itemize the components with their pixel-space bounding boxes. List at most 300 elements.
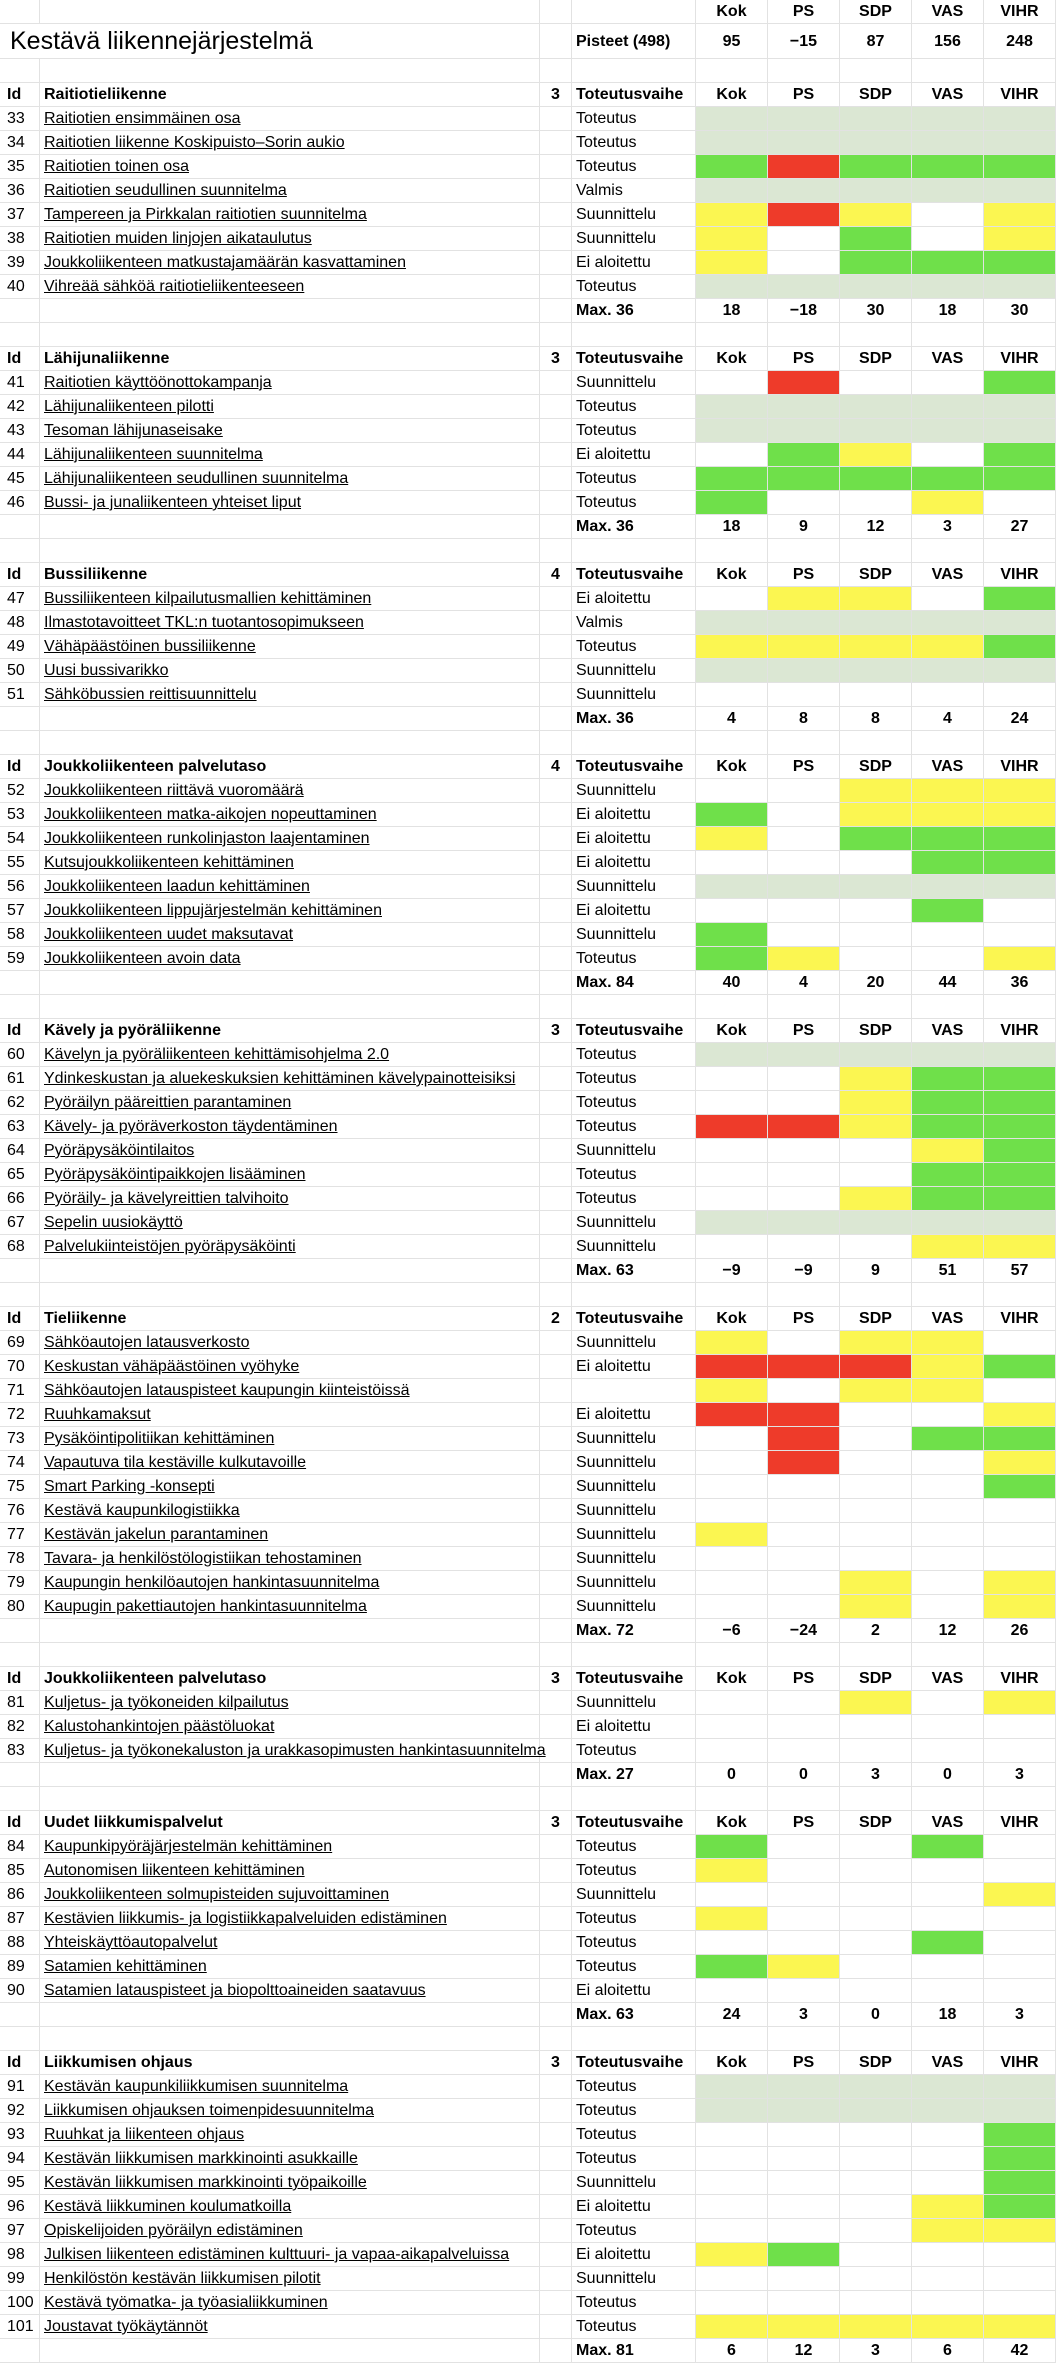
item-name-link[interactable]: Ilmastotavoitteet TKL:n tuotantosopimukseen — [40, 611, 540, 635]
status-cell-vihr — [984, 1091, 1056, 1115]
status-cell-sdp — [840, 131, 912, 155]
status-cell-sdp — [840, 203, 912, 227]
item-name-link[interactable]: Kestävän kaupunkiliikkumisen suunnitelma — [40, 2075, 540, 2099]
status-cell-ps — [768, 2267, 840, 2291]
item-id: 35 — [0, 155, 40, 179]
status-cell-vihr — [984, 683, 1056, 707]
empty-cell — [40, 1643, 540, 1667]
status-cell-vas — [912, 395, 984, 419]
status-cell-vas — [912, 947, 984, 971]
item-name-link[interactable]: Pysäköintipolitiikan kehittäminen — [40, 1427, 540, 1451]
status-cell-ps — [768, 851, 840, 875]
status-cell-ps — [768, 1547, 840, 1571]
empty-cell — [984, 1643, 1056, 1667]
party-column-header-kok: Kok — [696, 2051, 768, 2075]
status-cell-vas — [912, 2291, 984, 2315]
item-phase: Toteutus — [572, 2147, 696, 2171]
item-name-link[interactable]: Kestävien liikkumis- ja logistiikkapalveluiden edistäminen — [40, 1907, 540, 1931]
status-cell-vas — [912, 2267, 984, 2291]
empty-cell — [540, 1499, 572, 1523]
item-name-link[interactable]: Uusi bussivarikko — [40, 659, 540, 683]
empty-cell — [0, 59, 40, 83]
item-id: 53 — [0, 803, 40, 827]
status-cell-vas — [912, 251, 984, 275]
status-cell-kok — [696, 1571, 768, 1595]
item-phase: Toteutus — [572, 1907, 696, 1931]
status-cell-ps — [768, 1091, 840, 1115]
party-column-header-ps: PS — [768, 755, 840, 779]
item-name-link[interactable]: Vihreää sähköä raitiotieliikenteeseen — [40, 275, 540, 299]
status-cell-vas — [912, 179, 984, 203]
item-id: 42 — [0, 395, 40, 419]
status-cell-ps — [768, 1571, 840, 1595]
empty-cell — [540, 59, 572, 83]
status-cell-sdp — [840, 1979, 912, 2003]
status-cell-sdp — [840, 1379, 912, 1403]
section-max: Max. 36 — [572, 299, 696, 323]
item-name-link[interactable]: Vähäpäästöinen bussiliikenne — [40, 635, 540, 659]
item-id: 81 — [0, 1691, 40, 1715]
party-column-header-vihr: VIHR — [984, 1667, 1056, 1691]
empty-cell — [540, 707, 572, 731]
empty-cell — [984, 59, 1056, 83]
status-cell-sdp — [840, 947, 912, 971]
status-cell-vas — [912, 803, 984, 827]
empty-cell — [40, 2027, 540, 2051]
status-cell-vihr — [984, 1739, 1056, 1763]
item-name-link[interactable]: Raitiotien muiden linjojen aikataulutus — [40, 227, 540, 251]
status-cell-vas — [912, 875, 984, 899]
status-cell-sdp — [840, 1115, 912, 1139]
section-id-label: Id — [0, 1307, 40, 1331]
empty-cell — [540, 923, 572, 947]
empty-cell — [984, 539, 1056, 563]
status-cell-vihr — [984, 371, 1056, 395]
status-cell-sdp — [840, 2171, 912, 2195]
status-cell-sdp — [840, 779, 912, 803]
points-value-vihr: 248 — [984, 24, 1056, 59]
item-name-link[interactable]: Bussiliikenteen kilpailutusmallien kehittäminen — [40, 587, 540, 611]
status-cell-sdp — [840, 1523, 912, 1547]
item-id: 40 — [0, 275, 40, 299]
status-cell-kok — [696, 1067, 768, 1091]
status-cell-kok — [696, 1331, 768, 1355]
item-name-link[interactable]: Kaupugin pakettiautojen hankintasuunnitelma — [40, 1595, 540, 1619]
party-column-header-vas: VAS — [912, 1307, 984, 1331]
empty-cell — [540, 1163, 572, 1187]
party-column-header-vihr: VIHR — [984, 755, 1056, 779]
empty-cell — [912, 1787, 984, 1811]
status-cell-sdp — [840, 1403, 912, 1427]
item-phase: Toteutus — [572, 947, 696, 971]
status-cell-kok — [696, 2195, 768, 2219]
item-name-link[interactable]: Joukkoliikenteen matka-aikojen nopeuttaminen — [40, 803, 540, 827]
empty-cell — [40, 323, 540, 347]
empty-cell — [540, 1259, 572, 1283]
status-cell-ps — [768, 827, 840, 851]
status-cell-vas — [912, 1715, 984, 1739]
empty-cell — [40, 1283, 540, 1307]
item-phase: Ei aloitettu — [572, 1403, 696, 1427]
item-name-link[interactable]: Tampereen ja Pirkkalan raitiotien suunnitelma — [40, 203, 540, 227]
item-name-link[interactable]: Smart Parking -konsepti — [40, 1475, 540, 1499]
status-cell-vas — [912, 1979, 984, 2003]
item-phase: Toteutus — [572, 2315, 696, 2339]
empty-cell — [540, 1787, 572, 1811]
item-name-link[interactable]: Sähköautojen latausverkosto — [40, 1331, 540, 1355]
section-total-kok: −9 — [696, 1259, 768, 1283]
item-name-link[interactable]: Julkisen liikenteen edistäminen kulttuuri- ja vapaa-aikapalveluissa — [40, 2243, 540, 2267]
item-id: 89 — [0, 1955, 40, 1979]
item-name-link[interactable]: Joukkoliikenteen solmupisteiden sujuvoittaminen — [40, 1883, 540, 1907]
phase-column-header: Toteutusvaihe — [572, 755, 696, 779]
section-id-label: Id — [0, 2051, 40, 2075]
item-name-link[interactable]: Raitiotien toinen osa — [40, 155, 540, 179]
party-column-header-vas: VAS — [912, 83, 984, 107]
item-phase: Toteutus — [572, 491, 696, 515]
section-total-ps: −9 — [768, 1259, 840, 1283]
party-header-vihr: VIHR — [984, 0, 1056, 24]
item-name-link[interactable]: Keskustan vähäpäästöinen vyöhyke — [40, 1355, 540, 1379]
empty-cell — [540, 131, 572, 155]
status-cell-vihr — [984, 2243, 1056, 2267]
section-id-label: Id — [0, 347, 40, 371]
status-cell-sdp — [840, 1739, 912, 1763]
status-cell-kok — [696, 827, 768, 851]
item-name-link[interactable]: Sepelin uusiokäyttö — [40, 1211, 540, 1235]
status-cell-kok — [696, 1739, 768, 1763]
item-name-link[interactable]: Kaupunkipyöräjärjestelmän kehittäminen — [40, 1835, 540, 1859]
status-cell-vas — [912, 899, 984, 923]
item-name-link[interactable]: Lähijunaliikenteen suunnitelma — [40, 443, 540, 467]
status-cell-vas — [912, 1211, 984, 1235]
status-cell-vihr — [984, 1931, 1056, 1955]
party-column-header-ps: PS — [768, 83, 840, 107]
section-max: Max. 84 — [572, 971, 696, 995]
item-name-link[interactable]: Ydinkeskustan ja aluekeskuksien kehittäminen kävelypainotteisiksi — [40, 1067, 540, 1091]
item-name-link[interactable]: Raitiotien käyttöönottokampanja — [40, 371, 540, 395]
section-max: Max. 63 — [572, 1259, 696, 1283]
item-id: 82 — [0, 1715, 40, 1739]
status-cell-vas — [912, 2099, 984, 2123]
empty-cell — [540, 0, 572, 24]
status-cell-vihr — [984, 1451, 1056, 1475]
status-cell-vihr — [984, 395, 1056, 419]
item-name-link[interactable]: Vapautuva tila kestäville kulkutavoille — [40, 1451, 540, 1475]
party-column-header-vihr: VIHR — [984, 563, 1056, 587]
status-cell-vas — [912, 635, 984, 659]
empty-cell — [0, 2339, 40, 2363]
status-cell-kok — [696, 1355, 768, 1379]
status-cell-ps — [768, 2123, 840, 2147]
item-name-link[interactable]: Lähijunaliikenteen pilotti — [40, 395, 540, 419]
status-cell-kok — [696, 1547, 768, 1571]
empty-cell — [540, 1595, 572, 1619]
item-name-link[interactable]: Raitiotien liikenne Koskipuisto–Sorin aukio — [40, 131, 540, 155]
section-id-label: Id — [0, 1667, 40, 1691]
status-cell-vas — [912, 1523, 984, 1547]
party-column-header-vas: VAS — [912, 563, 984, 587]
empty-cell — [540, 2267, 572, 2291]
section-total-kok: 18 — [696, 299, 768, 323]
item-phase: Suunnittelu — [572, 1475, 696, 1499]
empty-cell — [540, 1235, 572, 1259]
item-id: 33 — [0, 107, 40, 131]
empty-cell — [540, 419, 572, 443]
item-name-link[interactable]: Bussi- ja junaliikenteen yhteiset liput — [40, 491, 540, 515]
status-cell-vas — [912, 1595, 984, 1619]
empty-cell — [984, 1787, 1056, 1811]
section-title: Kävely ja pyöräliikenne — [40, 1019, 540, 1043]
empty-cell — [572, 323, 696, 347]
item-name-link[interactable]: Kestävän jakelun parantaminen — [40, 1523, 540, 1547]
status-cell-vihr — [984, 1043, 1056, 1067]
item-phase: Toteutus — [572, 2099, 696, 2123]
party-column-header-vihr: VIHR — [984, 1811, 1056, 1835]
item-id: 97 — [0, 2219, 40, 2243]
item-name-link[interactable]: Ruuhkamaksut — [40, 1403, 540, 1427]
status-cell-vas — [912, 1475, 984, 1499]
item-name-link[interactable]: Ruuhkat ja liikenteen ohjaus — [40, 2123, 540, 2147]
empty-cell — [540, 2243, 572, 2267]
status-cell-sdp — [840, 2147, 912, 2171]
status-cell-sdp — [840, 1067, 912, 1091]
status-cell-ps — [768, 107, 840, 131]
item-name-link[interactable]: Joukkoliikenteen laadun kehittäminen — [40, 875, 540, 899]
section-total-vas: 12 — [912, 1619, 984, 1643]
status-cell-sdp — [840, 875, 912, 899]
status-cell-sdp — [840, 803, 912, 827]
item-name-link[interactable]: Kestävän liikkumisen markkinointi työpaikoille — [40, 2171, 540, 2195]
item-name-link[interactable]: Liikkumisen ohjauksen toimenpidesuunnitelma — [40, 2099, 540, 2123]
status-cell-vas — [912, 467, 984, 491]
status-cell-ps — [768, 443, 840, 467]
item-name-link[interactable]: Kestävä kaupunkilogistiikka — [40, 1499, 540, 1523]
status-cell-vas — [912, 2171, 984, 2195]
empty-cell — [696, 2027, 768, 2051]
status-cell-sdp — [840, 1355, 912, 1379]
section-max: Max. 72 — [572, 1619, 696, 1643]
item-name-link[interactable]: Satamien kehittäminen — [40, 1955, 540, 1979]
status-cell-vihr — [984, 2099, 1056, 2123]
status-cell-kok — [696, 899, 768, 923]
empty-cell — [840, 1643, 912, 1667]
status-cell-vihr — [984, 1331, 1056, 1355]
status-cell-vihr — [984, 1067, 1056, 1091]
status-cell-vihr — [984, 155, 1056, 179]
item-id: 41 — [0, 371, 40, 395]
status-cell-vas — [912, 1859, 984, 1883]
empty-cell — [0, 707, 40, 731]
item-name-link[interactable]: Opiskelijoiden pyöräilyn edistäminen — [40, 2219, 540, 2243]
empty-cell — [912, 59, 984, 83]
empty-cell — [540, 1475, 572, 1499]
item-name-link[interactable]: Tavara- ja henkilöstölogistiikan tehostaminen — [40, 1547, 540, 1571]
section-max: Max. 63 — [572, 2003, 696, 2027]
item-name-link[interactable]: Raitiotien ensimmäinen osa — [40, 107, 540, 131]
item-name-link[interactable]: Joukkoliikenteen runkolinjaston laajentaminen — [40, 827, 540, 851]
party-column-header-sdp: SDP — [840, 83, 912, 107]
empty-cell — [40, 1763, 540, 1787]
status-cell-kok — [696, 1475, 768, 1499]
item-name-link[interactable]: Tesoman lähijunaseisake — [40, 419, 540, 443]
item-phase: Toteutus — [572, 155, 696, 179]
item-phase: Suunnittelu — [572, 371, 696, 395]
empty-cell — [40, 1619, 540, 1643]
status-cell-vihr — [984, 179, 1056, 203]
party-column-header-kok: Kok — [696, 1019, 768, 1043]
empty-cell — [840, 731, 912, 755]
item-name-link[interactable]: Yhteiskäyttöautopalvelut — [40, 1931, 540, 1955]
status-cell-vihr — [984, 1403, 1056, 1427]
item-name-link[interactable]: Kestävä työmatka- ja työasialiikkuminen — [40, 2291, 540, 2315]
section-total-kok: 40 — [696, 971, 768, 995]
empty-cell — [540, 1283, 572, 1307]
empty-cell — [540, 2099, 572, 2123]
item-name-link[interactable]: Kuljetus- ja työkoneiden kilpailutus — [40, 1691, 540, 1715]
empty-cell — [540, 371, 572, 395]
empty-cell — [540, 539, 572, 563]
empty-cell — [540, 467, 572, 491]
item-name-link[interactable]: Raitiotien seudullinen suunnitelma — [40, 179, 540, 203]
section-total-sdp: 12 — [840, 515, 912, 539]
party-column-header-kok: Kok — [696, 1811, 768, 1835]
phase-column-header: Toteutusvaihe — [572, 1307, 696, 1331]
item-name-link[interactable]: Sähköautojen latauspisteet kaupungin kiinteistöissä — [40, 1379, 540, 1403]
status-cell-kok — [696, 1451, 768, 1475]
status-cell-vas — [912, 1547, 984, 1571]
status-cell-kok — [696, 443, 768, 467]
status-cell-kok — [696, 1187, 768, 1211]
item-name-link[interactable]: Kestävä liikkuminen koulumatkoilla — [40, 2195, 540, 2219]
item-name-link[interactable]: Palvelukiinteistöjen pyöräpysäköinti — [40, 1235, 540, 1259]
item-name-link[interactable]: Kalustohankintojen päästöluokat — [40, 1715, 540, 1739]
item-name-link[interactable]: Henkilöstön kestävän liikkumisen pilotit — [40, 2267, 540, 2291]
empty-cell — [540, 1979, 572, 2003]
item-name-link[interactable]: Lähijunaliikenteen seudullinen suunnitelma — [40, 467, 540, 491]
item-id: 70 — [0, 1355, 40, 1379]
item-phase: Toteutus — [572, 2075, 696, 2099]
empty-cell — [540, 1139, 572, 1163]
empty-cell — [540, 2147, 572, 2171]
section-total-vas: 0 — [912, 1763, 984, 1787]
item-id: 79 — [0, 1571, 40, 1595]
status-cell-vihr — [984, 587, 1056, 611]
item-name-link[interactable]: Pyöräily- ja kävelyreittien talvihoito — [40, 1187, 540, 1211]
empty-cell — [912, 2027, 984, 2051]
item-phase: Toteutus — [572, 1067, 696, 1091]
item-name-link[interactable]: Joukkoliikenteen riittävä vuoromäärä — [40, 779, 540, 803]
item-id: 48 — [0, 611, 40, 635]
item-phase: Suunnittelu — [572, 779, 696, 803]
item-phase: Toteutus — [572, 1115, 696, 1139]
item-id: 36 — [0, 179, 40, 203]
section-total-vas: 4 — [912, 707, 984, 731]
empty-cell — [40, 707, 540, 731]
item-name-link[interactable]: Kestävän liikkumisen markkinointi asukkaille — [40, 2147, 540, 2171]
status-cell-kok — [696, 1835, 768, 1859]
empty-cell — [0, 539, 40, 563]
item-phase: Toteutus — [572, 131, 696, 155]
item-name-link[interactable]: Pyöräpysäköintilaitos — [40, 1139, 540, 1163]
status-cell-sdp — [840, 587, 912, 611]
empty-cell — [540, 1043, 572, 1067]
status-cell-kok — [696, 779, 768, 803]
status-cell-ps — [768, 1595, 840, 1619]
empty-cell — [540, 971, 572, 995]
item-name-link[interactable]: Kaupungin henkilöautojen hankintasuunnitelma — [40, 1571, 540, 1595]
status-cell-kok — [696, 875, 768, 899]
status-cell-sdp — [840, 1547, 912, 1571]
party-header-sdp: SDP — [840, 0, 912, 24]
item-phase: Suunnittelu — [572, 1451, 696, 1475]
empty-cell — [540, 1091, 572, 1115]
status-cell-sdp — [840, 227, 912, 251]
empty-cell — [696, 1787, 768, 1811]
phase-column-header: Toteutusvaihe — [572, 1811, 696, 1835]
item-name-link[interactable]: Satamien latauspisteet ja biopolttoaineiden saatavuus — [40, 1979, 540, 2003]
status-cell-kok — [696, 1139, 768, 1163]
status-cell-kok — [696, 1499, 768, 1523]
status-cell-sdp — [840, 2267, 912, 2291]
item-phase: Toteutus — [572, 1955, 696, 1979]
item-name-link[interactable]: Kutsujoukkoliikenteen kehittäminen — [40, 851, 540, 875]
item-name-link[interactable]: Joukkoliikenteen lippujärjestelmän kehittäminen — [40, 899, 540, 923]
empty-cell — [540, 1379, 572, 1403]
status-cell-sdp — [840, 1835, 912, 1859]
item-id: 77 — [0, 1523, 40, 1547]
empty-cell — [768, 731, 840, 755]
empty-cell — [540, 683, 572, 707]
status-cell-vas — [912, 923, 984, 947]
item-name-link[interactable]: Joukkoliikenteen avoin data — [40, 947, 540, 971]
status-cell-vas — [912, 1427, 984, 1451]
status-cell-vas — [912, 107, 984, 131]
item-name-link[interactable]: Kuljetus- ja työkonekaluston ja urakkasopimusten hankintasuunnitelma — [40, 1739, 540, 1763]
party-column-header-ps: PS — [768, 563, 840, 587]
item-name-link[interactable]: Kävely- ja pyöräverkoston täydentäminen — [40, 1115, 540, 1139]
section-total-vihr: 24 — [984, 707, 1056, 731]
status-cell-kok — [696, 587, 768, 611]
status-cell-vihr — [984, 1211, 1056, 1235]
item-name-link[interactable]: Sähköbussien reittisuunnittelu — [40, 683, 540, 707]
status-cell-kok — [696, 2219, 768, 2243]
item-name-link[interactable]: Kävelyn ja pyöräliikenteen kehittämisohjelma 2.0 — [40, 1043, 540, 1067]
item-id: 92 — [0, 2099, 40, 2123]
status-cell-ps — [768, 1187, 840, 1211]
item-name-link[interactable]: Pyöräpysäköintipaikkojen lisääminen — [40, 1163, 540, 1187]
section-total-vihr: 27 — [984, 515, 1056, 539]
item-name-link[interactable]: Joukkoliikenteen uudet maksutavat — [40, 923, 540, 947]
status-cell-ps — [768, 1211, 840, 1235]
item-phase: Toteutus — [572, 1043, 696, 1067]
section-count: 3 — [540, 83, 572, 107]
item-name-link[interactable]: Joukkoliikenteen matkustajamäärän kasvattaminen — [40, 251, 540, 275]
status-cell-sdp — [840, 2195, 912, 2219]
item-id: 68 — [0, 1235, 40, 1259]
status-cell-kok — [696, 2315, 768, 2339]
empty-cell — [540, 491, 572, 515]
party-column-header-vihr: VIHR — [984, 1019, 1056, 1043]
status-cell-vas — [912, 587, 984, 611]
empty-cell — [540, 2291, 572, 2315]
status-cell-sdp — [840, 923, 912, 947]
item-name-link[interactable]: Autonomisen liikenteen kehittäminen — [40, 1859, 540, 1883]
item-name-link[interactable]: Joustavat työkäytännöt — [40, 2315, 540, 2339]
item-id: 63 — [0, 1115, 40, 1139]
status-cell-kok — [696, 467, 768, 491]
item-name-link[interactable]: Pyöräilyn pääreittien parantaminen — [40, 1091, 540, 1115]
